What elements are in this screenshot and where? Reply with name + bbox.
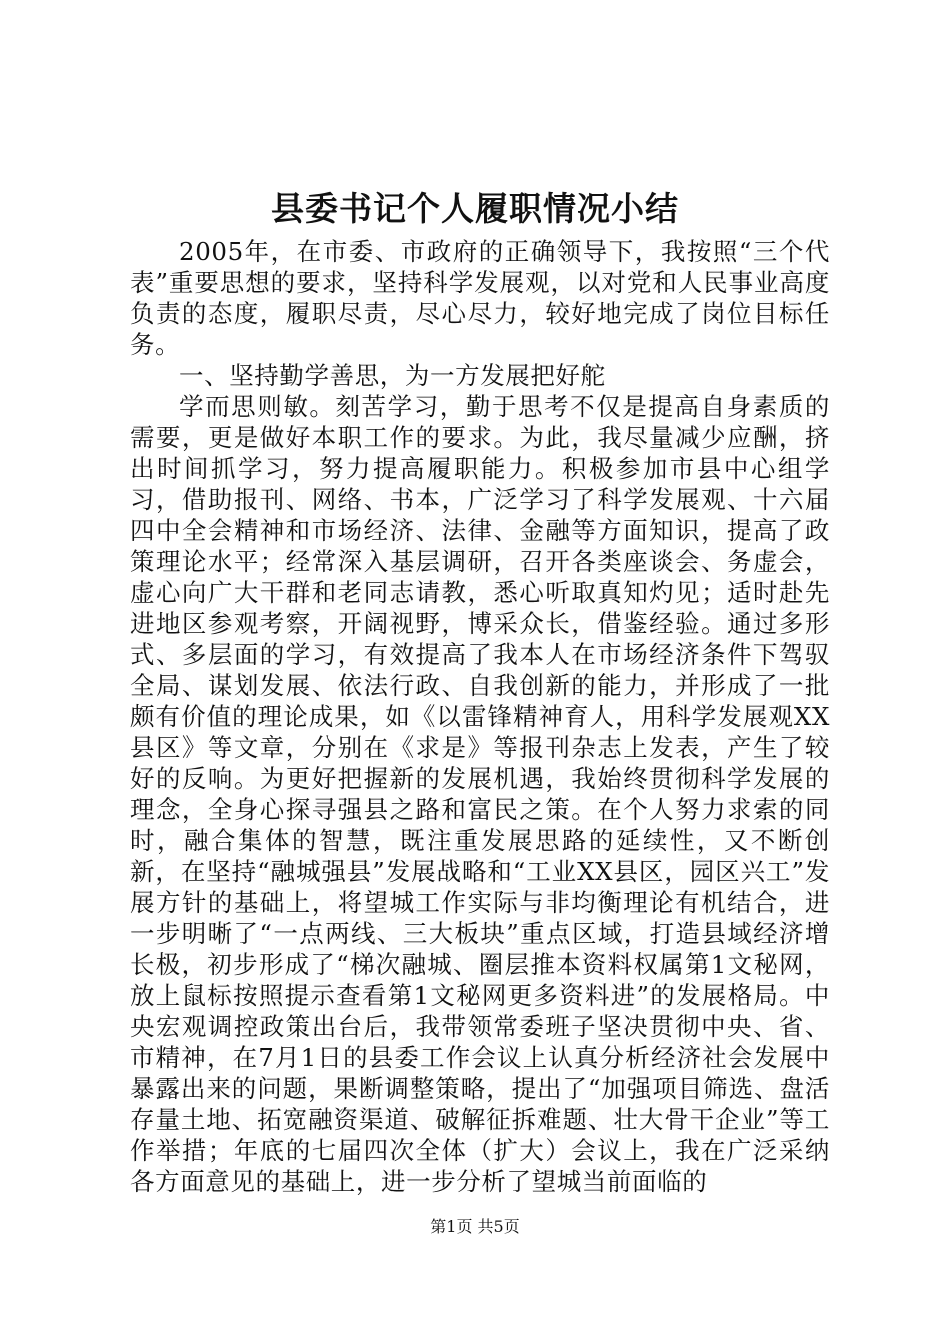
document-body: [130, 236, 830, 1197]
body-paragraph: 学而思则敏。刻苦学习，勤于思考不仅是提高自身素质的需要，更是做好本职工作的要求。为此，我尽量减少应酬，挤出时间抓学习，努力提高履职能力。积极参加市县中心组学习，借助报刊、网络、书本，广泛学习了科学发展观、十六届四中全会精神和市场经济、法律、金融等方面知识，提高了政策理论水平；经常深入基层调研，召开各类座谈会、务虚会，虚心向广大干群和老同志请教，悉心听取真知灼见；适时赴先进地区参观考察，开阔视野，博采众长，借鉴经验。通过多形式、多层面的学习，有效提高了我本人在市场经济条件下驾驭全局、谋划发展、依法行政、自我创新的能力，并形成了一批颇有价值的理论成果，如《以雷锋精神育人，用科学发展观XX县区》等文章，分别在《求是》等报刊杂志上发表，产生了较好的反响。为更好把握新的发展机遇，我始终贯彻科学发展的理念，全身心探寻强县之路和富民之策。在个人努力求索的同时，融合集体的智慧，既注重发展思路的延续性，又不断创新，在坚持“融城强县”发展战略和“工业XX县区，园区兴工”发展方针的基础上，将望城工作实际与非均衡理论有机结合，进一步明晰了“一点两线、三大板块”重点区域，打造县域经济增长极，初步形成了“梯次融城、圈层推本资料权属第1文秘网，放上鼠标按照提示查看第1文秘网更多资料进”的发展格局。中央宏观调控政策出台后，我带领常委班子坚决贯彻中央、省、市精神，在7月1日的县委工作会议上认真分析经济社会发展中暴露出来的问题，果断调整策略，提出了“加强项目筛选、盘活存量土地、拓宽融资渠道、破解征拆难题、壮大骨干企业”等工作举措；年底的七届四次全体（扩大）会议上，我在广泛采纳各方面意见的基础上，进一步分析了望城当前面临的: [130, 392, 830, 1196]
document-title: 县委书记个人履职情况小结: [271, 189, 679, 228]
section-heading: 一、坚持勤学善思，为一方发展把好舵: [179, 361, 606, 390]
intro-paragraph: 2005年，在市委、市政府的正确领导下，我按照“三个代表”重要思想的要求，坚持科学发展观，以对党和人民事业高度负责的态度，履职尽责，尽心尽力，较好地完成了岗位目标任务。: [130, 237, 830, 359]
page-number-footer: 第1页 共5页: [430, 1217, 520, 1236]
